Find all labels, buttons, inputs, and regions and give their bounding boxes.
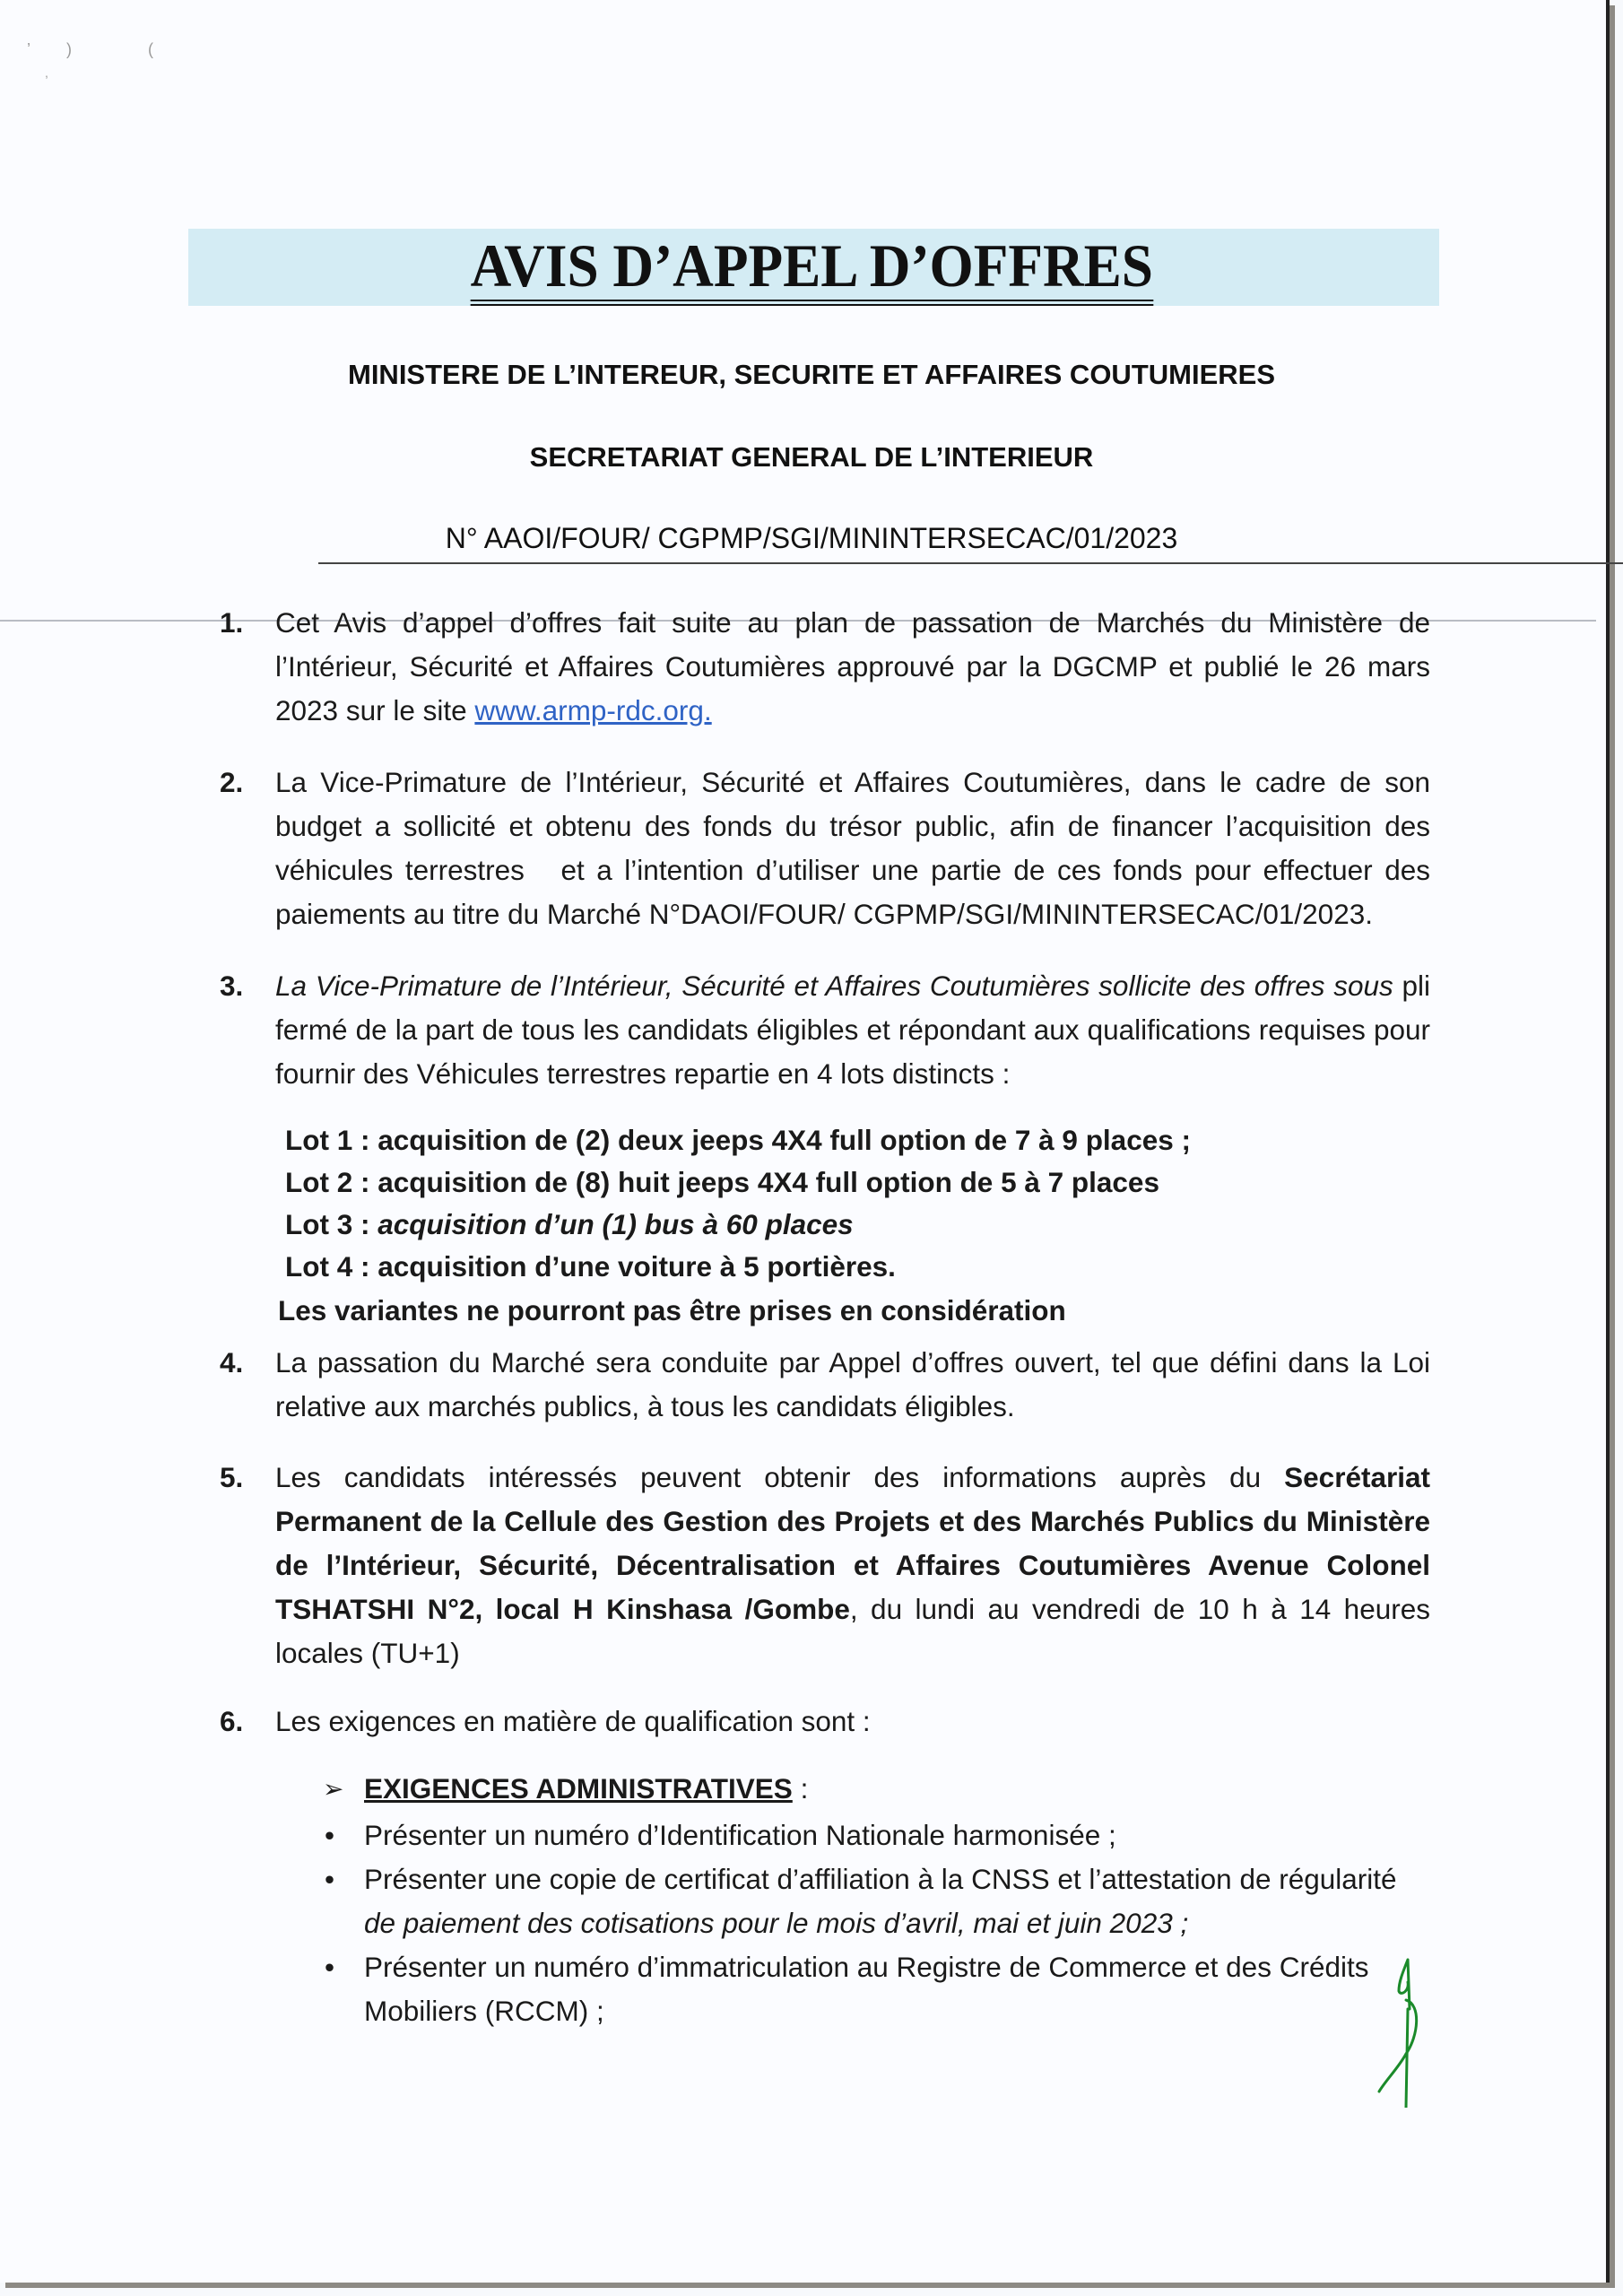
item-text: Les exigences en matière de qualification sont : xyxy=(275,1705,871,1737)
list-item-3 xyxy=(220,964,1430,1096)
lot-description: acquisition de (2) deux jeeps 4X4 full option de 7 à 9 places ; xyxy=(378,1124,1191,1156)
bullet-icon: • xyxy=(325,1951,335,1983)
lot-description: acquisition d’un (1) bus à 60 places xyxy=(378,1208,854,1240)
requirements-heading xyxy=(323,1767,1435,1811)
lot-description: acquisition de (8) huit jeeps 4X4 full option de 5 à 7 places xyxy=(378,1166,1159,1198)
list-item-1 xyxy=(220,601,1430,733)
bullet-icon: • xyxy=(325,1863,335,1895)
lot-label: Lot 3 : xyxy=(285,1208,370,1240)
title-text: AVIS D’APPEL D’OFFRES xyxy=(470,231,1152,306)
variants-note: Les variantes ne pourront pas être prises en considération xyxy=(278,1294,1066,1326)
item-text xyxy=(275,601,1430,733)
arrow-bullet-icon: ➢ xyxy=(323,1775,344,1803)
office-address: Secrétariat Permanent de la Cellule des Gestion des Projets et des Marchés Publics du Ministère de l’Intérieur, Sécurité, Décentralisation et Affaires Coutumières Avenue Colonel TSHATSHI N°2, local H Kinshasa /Gombe xyxy=(275,1461,1430,1625)
requirement-text-italic: de paiement des cotisations pour le mois d’avril, mai et juin 2023 ; xyxy=(364,1907,1189,1939)
item-text xyxy=(275,964,1430,1096)
list-item-2 xyxy=(220,761,1430,936)
scan-artifacts xyxy=(27,40,190,80)
reference-number: N° AAOI/FOUR/ CGPMP/SGI/MININTERSECAC/01/2023 xyxy=(445,522,1178,554)
lot-label: Lot 1 : xyxy=(285,1124,370,1156)
item-text-italic: La Vice-Primature de l’Intérieur, Sécurité et Affaires Coutumières sollicite des offres sous xyxy=(275,970,1393,1002)
ministry-heading: MINISTERE DE L’INTEREUR, SECURITE ET AFFAIRES COUTUMIERES xyxy=(348,359,1275,390)
item-number: 1. xyxy=(220,606,244,639)
scan-mark: ( xyxy=(148,40,190,58)
item-number: 4. xyxy=(220,1346,244,1378)
item-text-part: Les candidats intéressés peuvent obtenir des informations auprès du xyxy=(275,1461,1285,1493)
lot-label: Lot 2 : xyxy=(285,1166,370,1198)
item-number: 2. xyxy=(220,766,244,798)
requirement-text: Présenter une copie de certificat d’affiliation à la CNSS et l’attestation de régularité xyxy=(364,1863,1397,1895)
requirement-item xyxy=(323,1945,1435,2033)
scan-mark: ’) xyxy=(27,40,108,58)
office-hours: , du lundi au vendredi de 10 h à 14 heures locales (TU+1) xyxy=(275,1593,1430,1669)
lot-4 xyxy=(285,1246,1191,1288)
requirements-list xyxy=(323,1813,1435,2033)
lots-list xyxy=(285,1119,1191,1288)
requirement-item xyxy=(323,1813,1435,1857)
list-item-4 xyxy=(220,1341,1430,1429)
item-number: 5. xyxy=(220,1461,244,1493)
secretariat-heading: SECRETARIAT GENERAL DE L’INTERIEUR xyxy=(529,441,1094,473)
requirements-title: EXIGENCES ADMINISTRATIVES xyxy=(364,1772,793,1805)
document-title xyxy=(0,231,1623,306)
list-item-6 xyxy=(220,1700,1430,1744)
item-text-part: pli fermé de la part de tous les candidats éligibles et répondant aux qualifications requises pour fournir des Véhicules terrestres repartie en 4 lots distincts : xyxy=(275,970,1430,1090)
requirement-text: Présenter un numéro d’immatriculation au Registre de Commerce et des Crédits Mobiliers (RCCM) ; xyxy=(364,1951,1369,2027)
item-number: 3. xyxy=(220,970,244,1002)
item-text: La Vice-Primature de l’Intérieur, Sécurité et Affaires Coutumières, dans le cadre de son budget a sollicité et obtenu des fonds du trésor public, afin de financer l’acquisition des véhicules terrestres et a l’intention d’utiliser une partie de ces fonds pour effectuer des paiements au titre du Marché N°DAOI/FOUR/ CGPMP/SGI/MININTERSECAC/01/2023. xyxy=(275,766,1430,930)
initials-signature-icon xyxy=(1372,1955,1444,2108)
lot-1 xyxy=(285,1119,1191,1161)
item-number: 6. xyxy=(220,1705,244,1737)
lot-3 xyxy=(285,1204,1191,1246)
armp-website-link[interactable]: www.armp-rdc.org. xyxy=(474,694,712,726)
divider-line xyxy=(318,562,1623,564)
bullet-icon: • xyxy=(325,1819,335,1851)
requirements-title-suffix: : xyxy=(792,1772,809,1805)
lot-label: Lot 4 : xyxy=(285,1250,370,1283)
scan-mark: , xyxy=(45,65,84,80)
requirement-item xyxy=(323,1857,1435,1945)
item-text xyxy=(275,1456,1430,1675)
list-item-5 xyxy=(220,1456,1430,1675)
item-text-part: Cet Avis d’appel d’offres fait suite au plan de passation de Marchés du Ministère de l’Intérieur, Sécurité et Affaires Coutumières approuvé par la DGCMP et publié le 26 mars 2023 sur le site xyxy=(275,606,1430,726)
lot-description: acquisition d’une voiture à 5 portières. xyxy=(378,1250,896,1283)
lot-2 xyxy=(285,1161,1191,1204)
item-text: La passation du Marché sera conduite par Appel d’offres ouvert, tel que défini dans la Loi relative aux marchés publics, à tous les candidats éligibles. xyxy=(275,1346,1430,1422)
requirement-text: Présenter un numéro d’Identification Nationale harmonisée ; xyxy=(364,1819,1116,1851)
